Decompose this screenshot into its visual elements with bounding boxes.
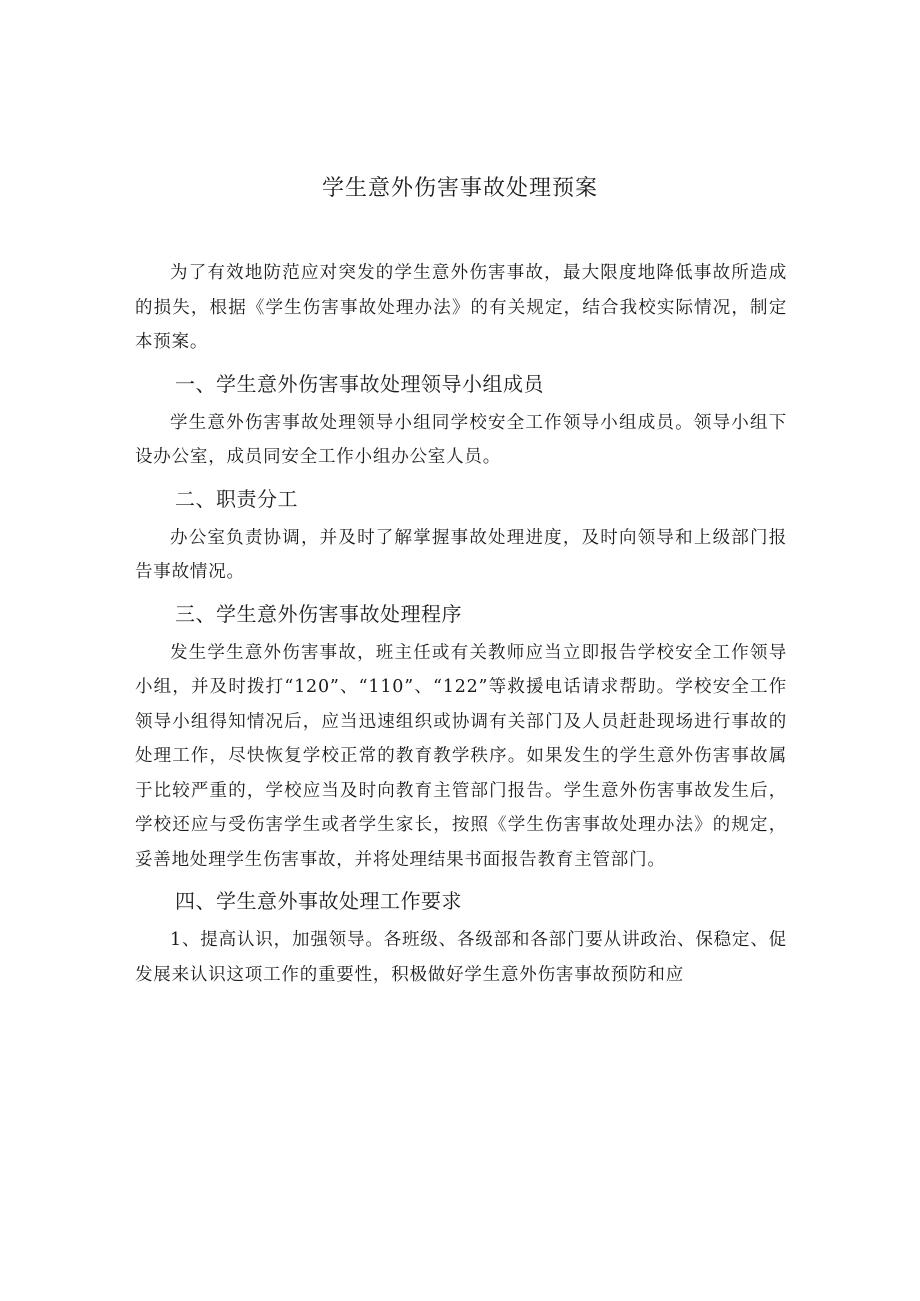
document-body bbox=[135, 256, 787, 992]
section-heading: 一、学生意外伤害事故处理领导小组成员 bbox=[175, 371, 544, 396]
section-heading: 四、学生意外事故处理工作要求 bbox=[175, 889, 462, 913]
document-title: 学生意外伤害事故处理预案 bbox=[321, 176, 598, 201]
section-4 bbox=[135, 883, 787, 992]
section-2 bbox=[135, 481, 787, 590]
intro-paragraph: 为了有效地防范应对突发的学生意外伤害事故，最大限度地降低事故所造成的损失，根据《学生伤害事故处理办法》的有关规定，结合我校实际情况，制定本预案。 bbox=[135, 263, 787, 352]
section-1 bbox=[135, 366, 787, 475]
section-paragraph: 1、提高认识，加强领导。各班级、各级部和各部门要从讲政治、保稳定、促发展来认识这项工作的重要性，积极做好学生意外伤害事故预防和应 bbox=[135, 930, 787, 985]
section-3 bbox=[135, 596, 787, 878]
section-paragraph: 学生意外伤害事故处理领导小组同学校安全工作领导小组成员。领导小组下设办公室，成员同安全工作小组办公室人员。 bbox=[135, 412, 787, 467]
section-heading: 二、职责分工 bbox=[175, 486, 298, 511]
section-paragraph: 办公室负责协调，并及时了解掌握事故处理进度，及时向领导和上级部门报告事故情况。 bbox=[135, 527, 787, 582]
section-paragraph: 发生学生意外伤害事故，班主任或有关教师应当立即报告学校安全工作领导小组，并及时拨打“120”、“110”、“122”等救援电话请求帮助。学校安全工作领导小组得知情况后，应当迅速组织或协调有关部门及人员赶赴现场进行事故的处理工作，尽快恢复学校正常的教育教学秩序。如果发生的学生意外伤害事故属于比较严重的，学校应当及时向教育主管部门报告。学生意外伤害事故发生后，学校还应与受伤害学生或者学生家长，按照《学生伤害事故处理办法》的规定，妥善地处理学生伤害事故，并将处理结果书面报告教育主管部门。 bbox=[135, 642, 787, 870]
section-heading: 三、学生意外伤害事故处理程序 bbox=[175, 601, 462, 626]
